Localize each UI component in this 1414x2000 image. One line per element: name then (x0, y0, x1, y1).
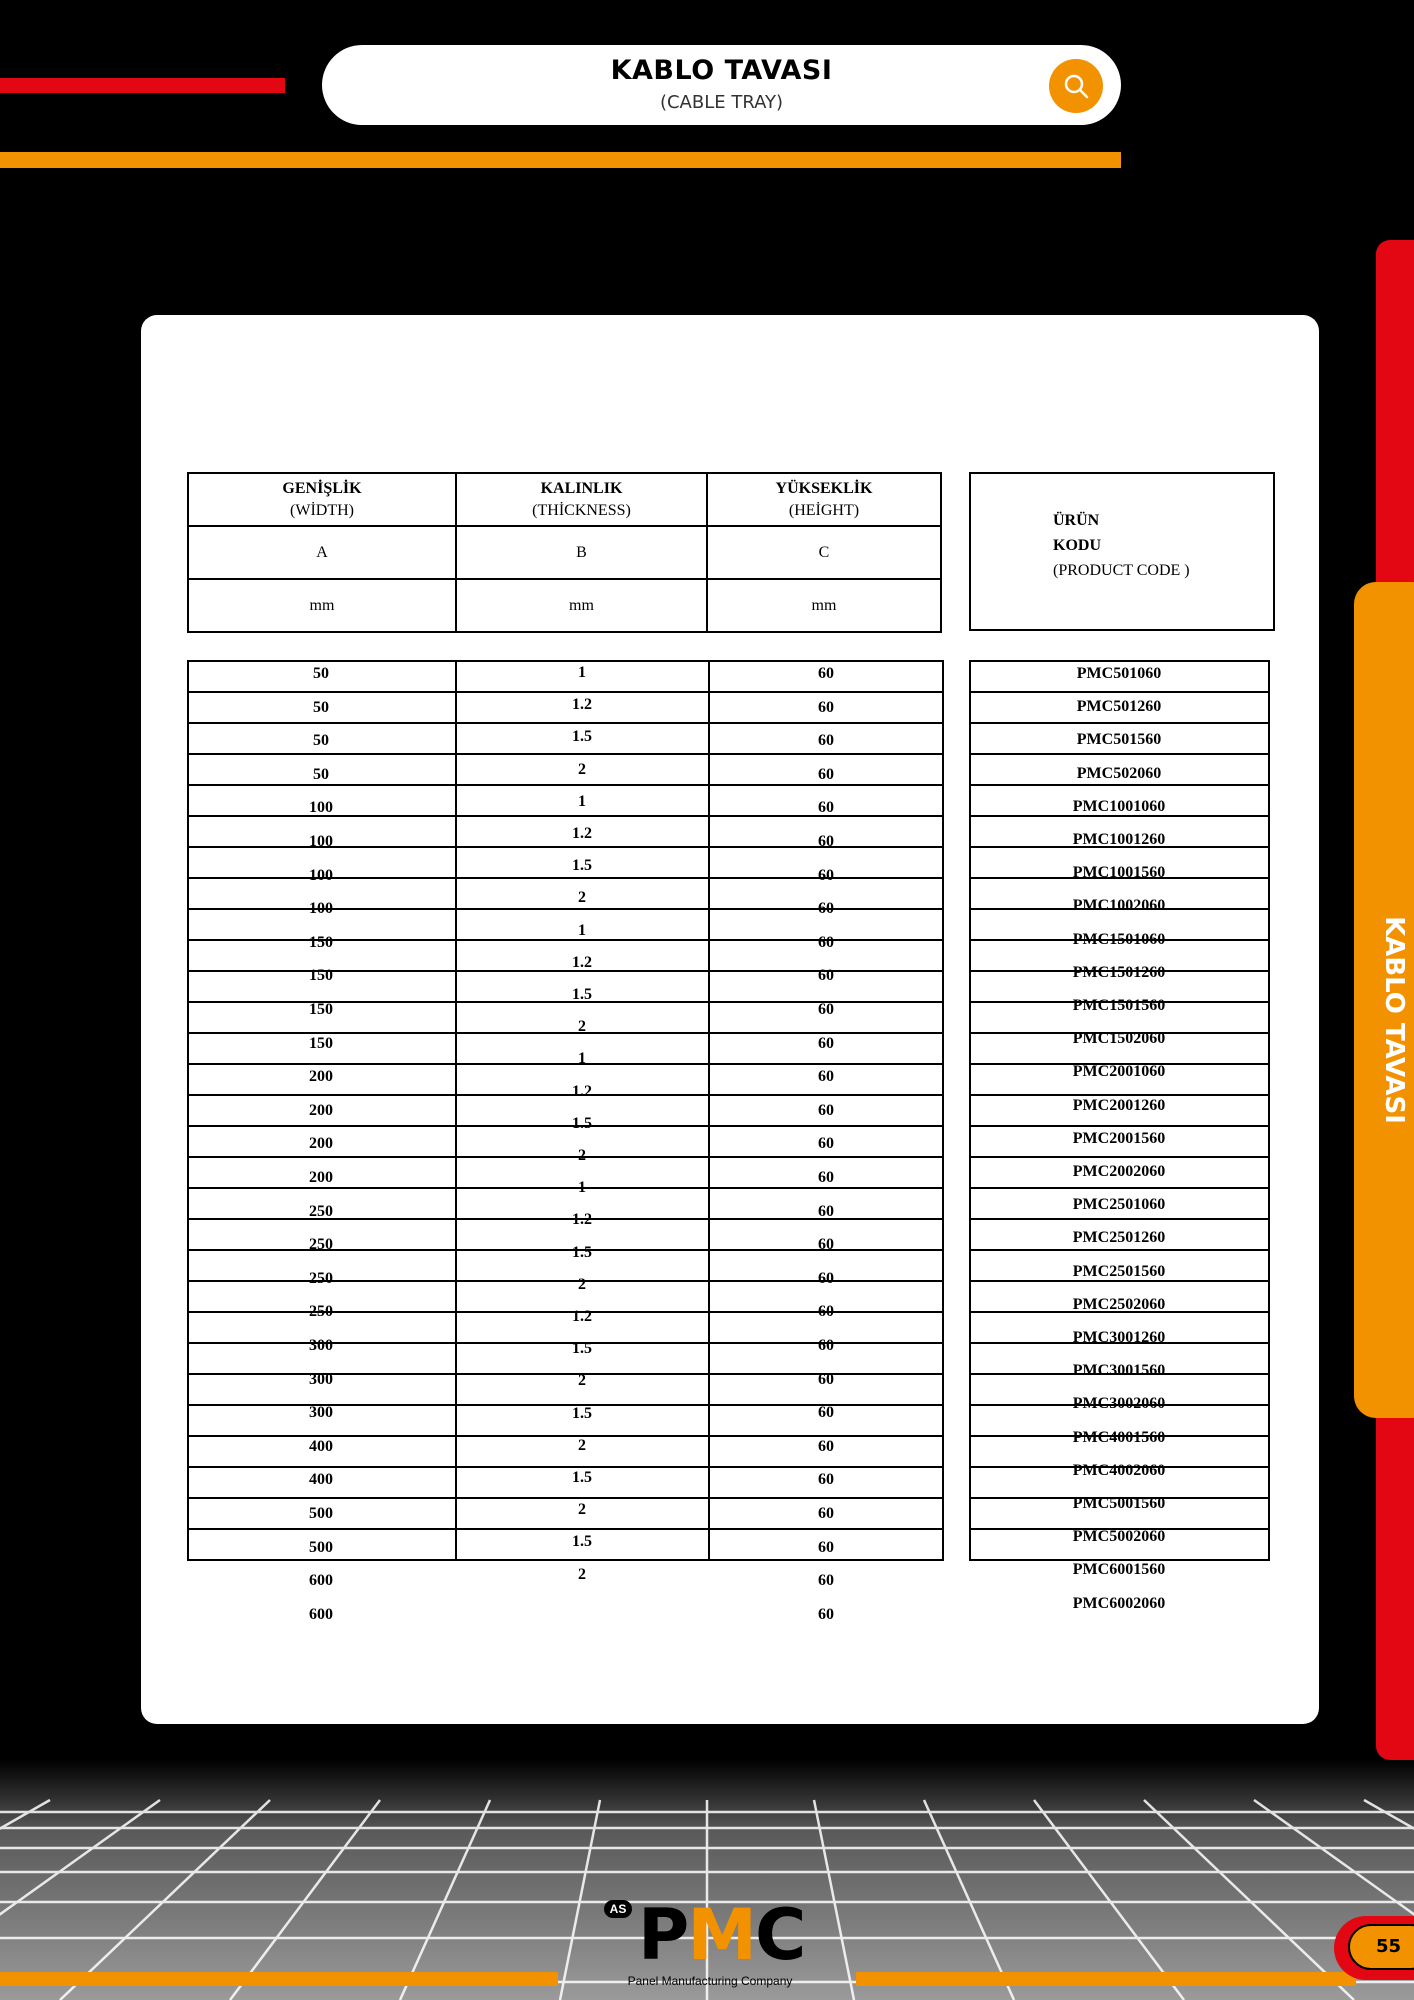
width-value: 150 (309, 967, 333, 985)
thickness-header (456, 473, 707, 526)
product-code: PMC1001060 (1072, 797, 1166, 815)
height-value: 60 (818, 933, 834, 951)
width-value: 250 (309, 1269, 333, 1287)
thickness-value: 1.5 (572, 857, 592, 875)
width-value: 600 (309, 1605, 333, 1623)
width-value: 100 (309, 866, 333, 884)
thickness-value: 1.5 (572, 1533, 592, 1551)
height-value: 60 (818, 1303, 834, 1321)
height-value: 60 (818, 1034, 834, 1052)
width-value: 100 (309, 799, 333, 817)
thickness-value: 1 (578, 1179, 586, 1197)
thickness-value: 1.5 (572, 1114, 592, 1132)
height-value: 60 (818, 799, 834, 817)
logo-wordmark (638, 1896, 804, 1974)
product-code: PMC2001260 (1072, 1096, 1166, 1114)
product-code: PMC2502060 (1072, 1295, 1166, 1313)
height-value: 60 (818, 665, 834, 682)
pmc-logo (600, 1896, 820, 1992)
height-symbol: C (707, 526, 941, 579)
search-button[interactable] (1049, 59, 1103, 113)
width-value: 300 (309, 1337, 333, 1354)
width-value: 400 (309, 1471, 333, 1489)
product-code: PMC3001260 (1072, 1329, 1166, 1346)
height-value: 60 (818, 1202, 834, 1220)
product-code: PMC5002060 (1072, 1528, 1166, 1546)
header-orange-stripe (0, 152, 1121, 168)
thickness-value: 1.2 (572, 1308, 592, 1325)
thickness-value: 1.5 (572, 1469, 592, 1486)
product-code: PMC1001560 (1072, 864, 1166, 882)
width-value: 250 (309, 1202, 333, 1220)
thickness-value: 2 (578, 1436, 586, 1454)
thickness-value: 2 (578, 1147, 586, 1164)
thickness-value: 1.5 (572, 1340, 592, 1358)
thickness-value: 2 (578, 1372, 586, 1390)
search-icon (1062, 72, 1090, 100)
title-bar (322, 45, 1121, 125)
width-symbol: A (188, 526, 456, 579)
height-value: 60 (818, 1471, 834, 1489)
product-code: PMC501560 (1076, 731, 1162, 749)
width-value: 50 (313, 765, 329, 783)
height-value: 60 (818, 833, 834, 850)
logo-letter-p: P (638, 1894, 688, 1976)
thickness-value: 1 (578, 1050, 586, 1068)
width-value: 250 (309, 1236, 333, 1254)
thickness-value: 1.5 (572, 728, 592, 746)
width-value: 200 (309, 1101, 333, 1119)
width-value: 500 (309, 1538, 333, 1556)
height-value: 60 (818, 1269, 834, 1287)
width-value: 200 (309, 1068, 333, 1086)
width-value: 50 (313, 732, 329, 750)
thickness-value: 2 (578, 760, 586, 778)
page-number-badge (1334, 1916, 1414, 1980)
height-value: 60 (818, 1236, 834, 1254)
page-number: 55 (1348, 1924, 1414, 1970)
thickness-value: 2 (578, 1275, 586, 1293)
thickness-symbol: B (456, 526, 707, 579)
width-value: 100 (309, 900, 333, 918)
thickness-value: 2 (578, 889, 586, 907)
height-value: 60 (818, 900, 834, 918)
thickness-value: 1.2 (572, 696, 592, 714)
height-unit: mm (707, 579, 941, 632)
height-value: 60 (818, 1605, 834, 1623)
product-code: PMC2501560 (1072, 1262, 1166, 1280)
thickness-value: 1.2 (572, 953, 592, 971)
height-value: 60 (818, 1572, 834, 1590)
width-value: 100 (309, 833, 333, 850)
width-header (188, 473, 456, 526)
width-value: 200 (309, 1135, 333, 1153)
footer-orange-stripe-right (856, 1972, 1356, 1986)
width-value: 50 (313, 698, 329, 716)
height-value: 60 (818, 1337, 834, 1354)
width-header-en: (WİDTH) (290, 501, 354, 519)
logo-letter-m: M (687, 1894, 755, 1976)
product-code-tr1: ÜRÜN (1053, 512, 1100, 529)
height-header (707, 473, 941, 526)
product-code: PMC4002060 (1072, 1461, 1166, 1479)
height-value: 60 (818, 765, 834, 783)
thickness-value: 1.2 (572, 1082, 592, 1100)
width-value: 300 (309, 1370, 333, 1388)
product-code: PMC1502060 (1072, 1030, 1166, 1048)
page-title: KABLO TAVASI (610, 55, 833, 86)
thickness-value: 1.2 (572, 1211, 592, 1229)
product-code: PMC6001560 (1072, 1561, 1166, 1579)
height-value: 60 (818, 1101, 834, 1119)
product-code: PMC1501560 (1072, 997, 1166, 1014)
product-code: PMC2001060 (1072, 1063, 1166, 1081)
product-code: PMC2501260 (1072, 1229, 1166, 1247)
height-value: 60 (818, 1505, 834, 1522)
product-code: PMC3001560 (1072, 1362, 1166, 1380)
height-value: 60 (818, 1437, 834, 1455)
thickness-value: 1.2 (572, 825, 592, 842)
height-header-en: (HEİGHT) (788, 501, 860, 519)
width-value: 150 (309, 1034, 333, 1052)
height-header-tr: YÜKSEKLİK (775, 479, 873, 497)
thickness-header-en: (THİCKNESS) (532, 501, 631, 519)
width-value: 300 (309, 1404, 333, 1422)
product-code: PMC6002060 (1072, 1594, 1166, 1612)
product-code-header (969, 472, 1275, 631)
height-value: 60 (818, 1001, 834, 1018)
thickness-value: 1.5 (572, 986, 592, 1003)
width-value: 500 (309, 1505, 333, 1522)
side-tab-label: KABLO TAVASI (1379, 916, 1409, 1124)
logo-tagline: Panel Manufacturing Company (627, 1974, 793, 1988)
width-value: 400 (309, 1437, 333, 1455)
thickness-unit: mm (456, 579, 707, 632)
width-unit: mm (188, 579, 456, 632)
spec-header-table (187, 472, 942, 633)
product-code: PMC3002060 (1072, 1395, 1166, 1413)
thickness-value: 2 (578, 1565, 586, 1583)
thickness-value: 1.5 (572, 1243, 592, 1261)
product-code: PMC1501260 (1072, 963, 1166, 981)
logo-as-badge: AS (604, 1900, 632, 1918)
footer-orange-stripe-left (0, 1972, 558, 1986)
thickness-value: 1 (578, 792, 586, 810)
product-code-en: (PRODUCT CODE ) (1053, 562, 1190, 579)
thickness-value: 1 (578, 921, 586, 939)
width-value: 150 (309, 1001, 333, 1018)
product-code: PMC4001560 (1072, 1428, 1166, 1446)
width-value: 600 (309, 1572, 333, 1590)
height-value: 60 (818, 866, 834, 884)
thickness-value: 1.5 (572, 1404, 592, 1422)
height-value: 60 (818, 1135, 834, 1153)
product-code: PMC502060 (1076, 764, 1162, 782)
width-header-tr: GENİŞLİK (282, 479, 362, 497)
product-code: PMC5001560 (1072, 1495, 1166, 1512)
product-code: PMC2501060 (1072, 1196, 1166, 1214)
product-code: PMC501060 (1076, 665, 1162, 682)
product-code-tr2: KODU (1053, 537, 1101, 554)
width-value: 150 (309, 933, 333, 951)
height-value: 60 (818, 967, 834, 985)
product-code: PMC2002060 (1072, 1163, 1166, 1180)
height-value: 60 (818, 1538, 834, 1556)
page-subtitle: (CABLE TRAY) (659, 92, 784, 113)
product-code: PMC501260 (1076, 698, 1162, 716)
height-value: 60 (818, 1404, 834, 1422)
logo-letter-c: C (754, 1894, 805, 1976)
width-value: 200 (309, 1169, 333, 1186)
product-code: PMC1002060 (1072, 897, 1166, 915)
thickness-header-tr: KALINLIK (540, 479, 623, 497)
height-value: 60 (818, 698, 834, 716)
height-value: 60 (818, 1068, 834, 1086)
header-red-stripe (0, 78, 285, 93)
thickness-value: 2 (578, 1501, 586, 1519)
height-value: 60 (818, 1169, 834, 1186)
product-code: PMC1501060 (1072, 930, 1166, 948)
thickness-value: 1 (578, 664, 586, 681)
width-value: 250 (309, 1303, 333, 1321)
width-value: 50 (313, 665, 329, 682)
height-value: 60 (818, 732, 834, 750)
product-code: PMC1001260 (1072, 831, 1166, 848)
height-value: 60 (818, 1370, 834, 1388)
product-code: PMC2001560 (1072, 1129, 1166, 1147)
thickness-value: 2 (578, 1018, 586, 1036)
